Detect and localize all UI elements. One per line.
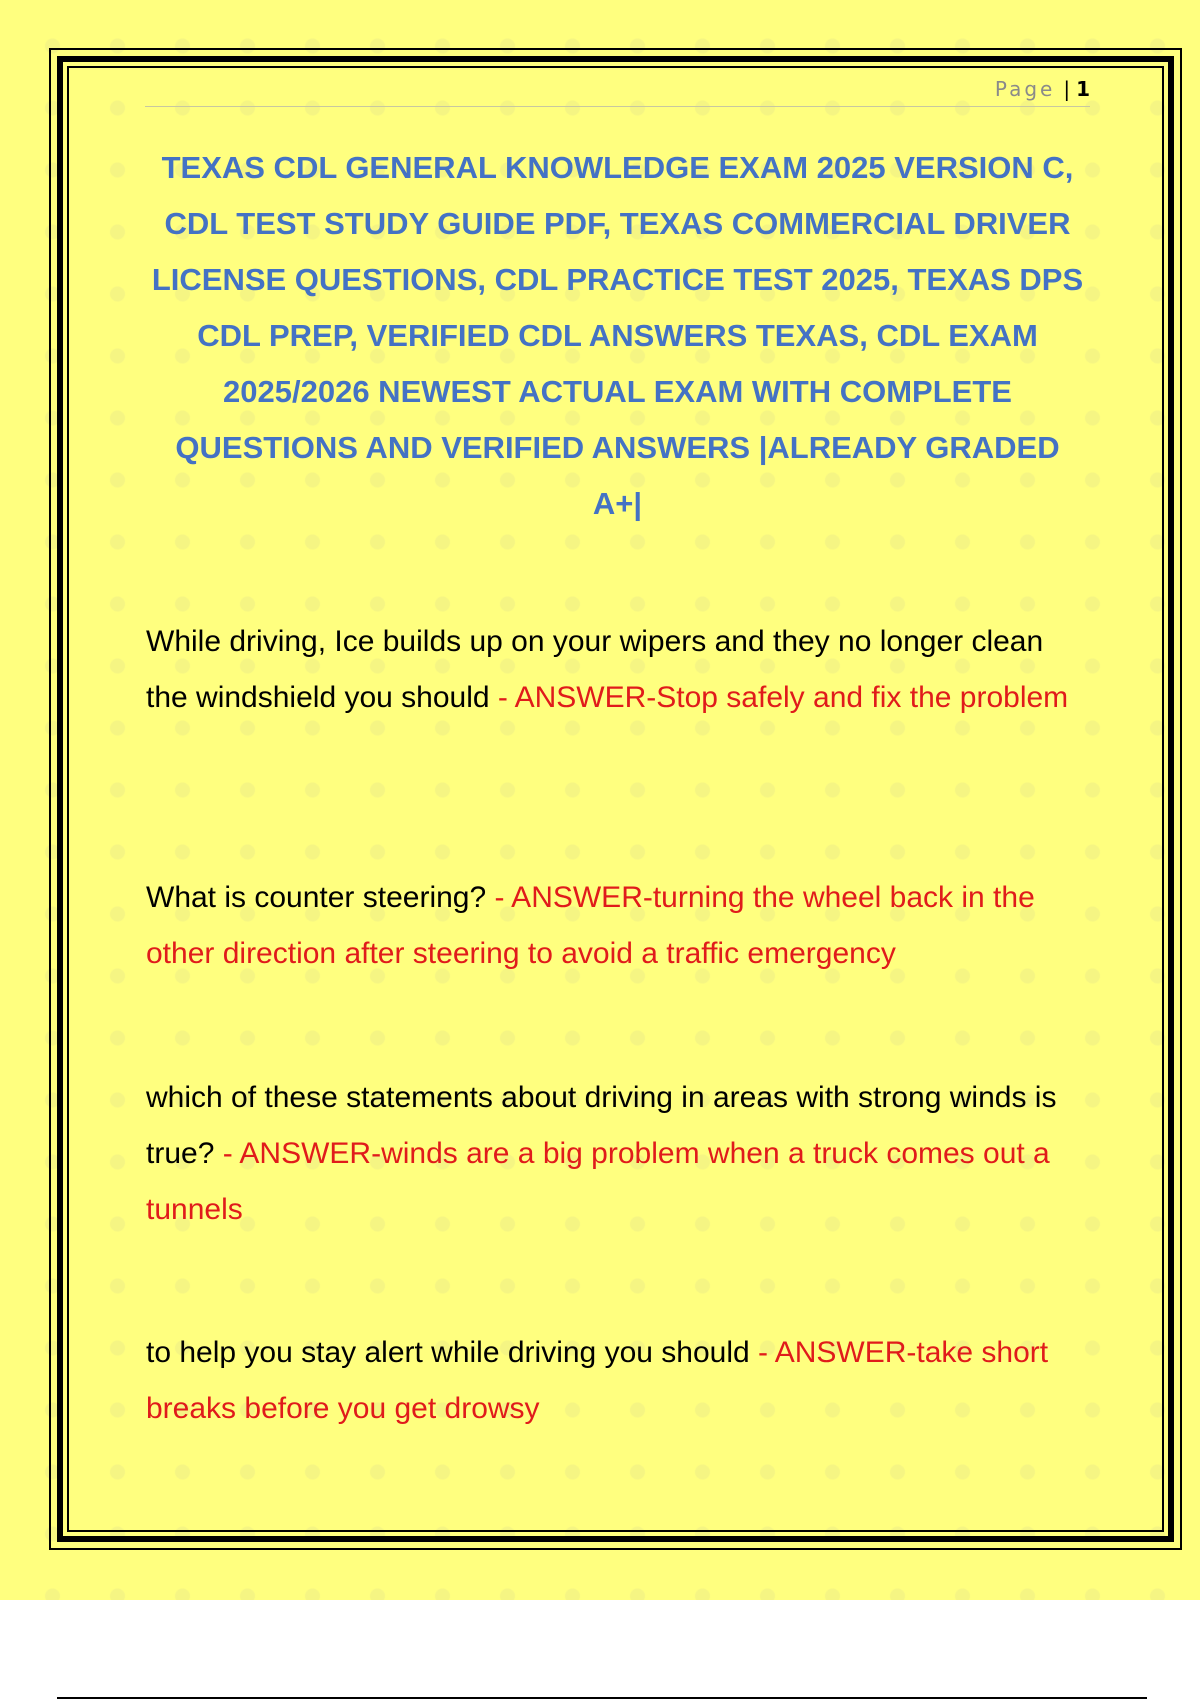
question-text: to help you stay alert while driving you should xyxy=(146,1336,750,1369)
page-number: 1 xyxy=(1076,77,1090,101)
page-label: Page xyxy=(994,77,1056,101)
document-title: TEXAS CDL GENERAL KNOWLEDGE EXAM 2025 VERSION C, CDL TEST STUDY GUIDE PDF, TEXAS COMMERCIAL DRIVER LICENSE QUESTIONS, CDL PRACTICE TEST 2025, TEXAS DPS CDL PREP, VERIFIED CDL ANSWERS TEXAS, CDL EXAM 2025/2026 NEWEST ACTUAL EXAM WITH COMPLETE QUESTIONS AND VERIFIED ANSWERS |ALREADY GRADED A+| xyxy=(151,150,1084,521)
page-separator: | xyxy=(1063,77,1071,101)
question-text: which of these statements about driving in areas with strong winds is true? xyxy=(146,1081,1057,1170)
answer-text: - ANSWER-Stop safely and fix the problem xyxy=(497,681,1069,714)
answer-text: - ANSWER-turning the wheel back in the other direction after steering to avoid a traffic emergency xyxy=(146,881,1035,970)
qa-item xyxy=(146,1070,1086,1238)
answer-text: - ANSWER-take short breaks before you get drowsy xyxy=(146,1336,1049,1425)
qa-item xyxy=(146,1325,1086,1437)
qa-item xyxy=(146,870,1086,982)
qa-item xyxy=(146,614,1086,726)
question-text: What is counter steering? xyxy=(146,881,487,914)
answer-text: - ANSWER-winds are a big problem when a truck comes out a tunnels xyxy=(146,1137,1050,1226)
question-text: While driving, Ice builds up on your wipers and they no longer clean the windshield you should xyxy=(146,625,1044,714)
page-header xyxy=(145,76,1090,107)
footer-divider xyxy=(57,1697,1147,1699)
